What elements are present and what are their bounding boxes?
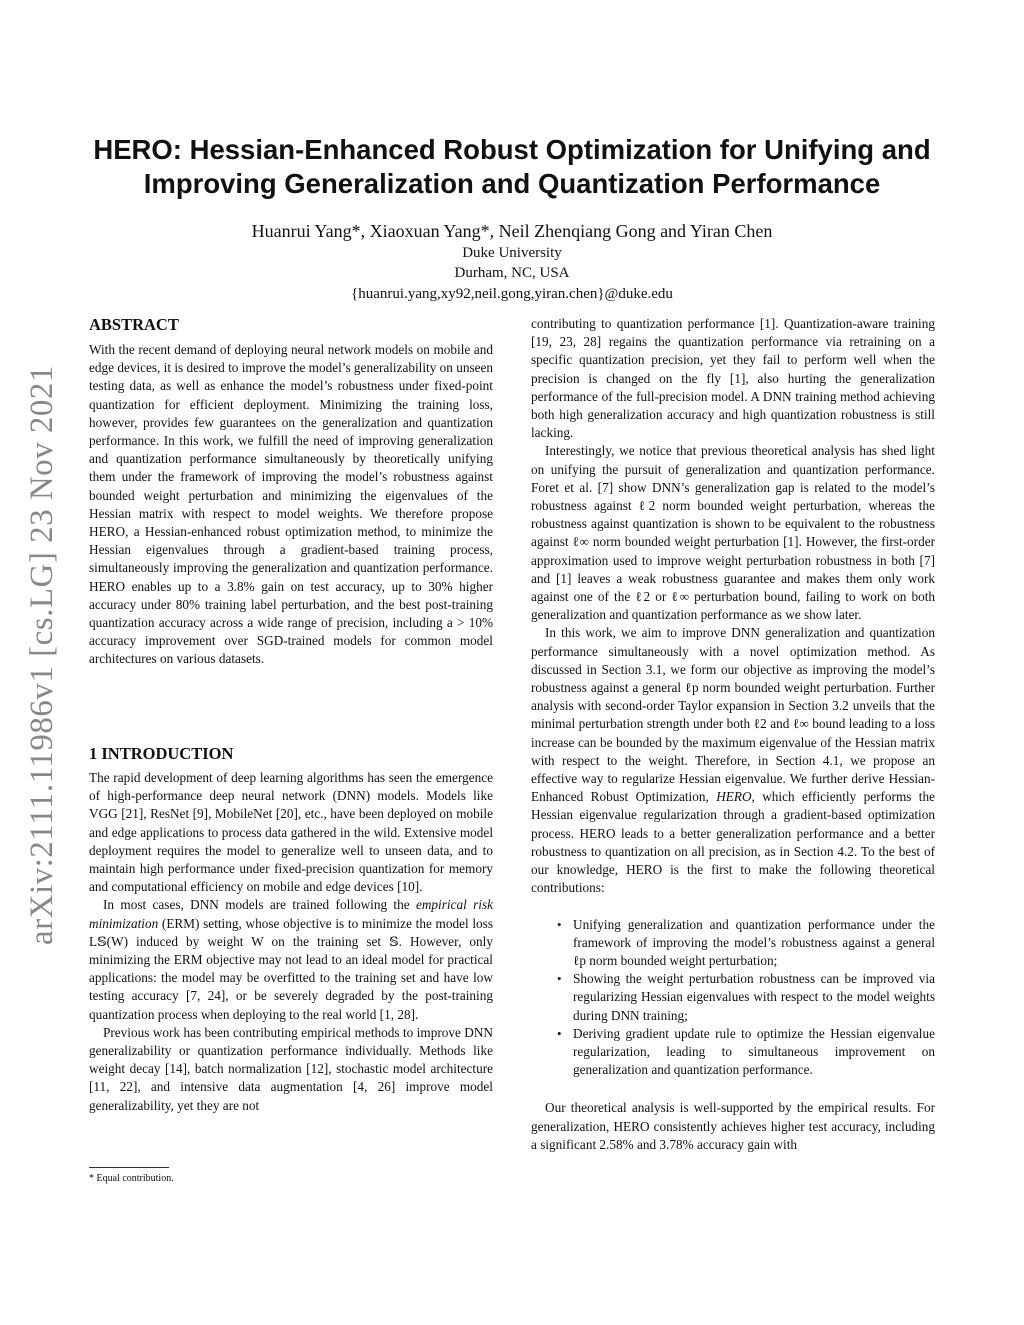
- email-address[interactable]: {huanrui.yang,xy92,neil.gong,yiran.chen}@duke.edu: [351, 286, 673, 302]
- paper-title: [60, 133, 964, 201]
- list-item-text: Showing the weight perturbation robustness can be improved via regularizing Hessian eigenvalues with respect to the model weights during DNN training;: [573, 971, 935, 1023]
- list-item: [557, 1025, 935, 1080]
- right-p3-emphasis: HERO: [716, 789, 752, 805]
- right-paragraph-3: [531, 624, 935, 897]
- right-paragraph-2: Interestingly, we notice that previous theoretical analysis has shed light on unifying the pursuit of generalization and quantization performance. Foret et al. [7] show DNN’s generalization gap is related to the model’s robustness against ℓ2 norm bounded weight perturbation, whereas the robustness against quantization is shown to be equivalent to the robustness against ℓ∞ norm bounded weight perturbation [1]. However, the first-order approximation used to improve weight perturbation robustness in both [7] and [1] leaves a weak robustness guarantee and makes them only work against one of the ℓ2 or ℓ∞ perturbation bound, failing to work on both generalization and quantization performance as we show later.: [531, 443, 935, 623]
- introduction-heading: 1 INTRODUCTION: [89, 744, 234, 763]
- bullet-icon: •: [557, 1025, 562, 1041]
- title-line-1: HERO: Hessian-Enhanced Robust Optimization for Unifying and: [93, 134, 931, 165]
- arxiv-identifier[interactable]: arXiv:2111.11986v1 [cs.LG] 23 Nov 2021: [24, 365, 60, 945]
- right-paragraph-1: contributing to quantization performance [1]. Quantization-aware training [19, 23, 28] regains the quantization performance via retraining on a specific quantization precision, yet they fail to perform well when the precision is changed on the fly [1], also hurting the generalization performance of the full-precision model. A DNN training method achieving both high generalization accuracy and high quantization robustness is still lacking.: [531, 316, 935, 441]
- footnote: * Equal contribution.: [89, 1173, 174, 1184]
- location: Durham, NC, USA: [454, 265, 570, 281]
- title-line-2: Improving Generalization and Quantization Performance: [143, 168, 881, 199]
- left-column-abstract: [89, 315, 493, 669]
- intro-paragraph-3: Previous work has been contributing empirical methods to improve DNN generalizability or quantization performance individually. Methods like weight decay [14], batch normalization [12], stochastic model architecture [11, 22], and intensive data augmentation [4, 26] improve model generalizability, yet they are not: [89, 1024, 493, 1113]
- list-item-text: Deriving gradient update rule to optimize the Hessian eigenvalue regularization, leading to simultaneous improvement on generalization and quantization performance.: [573, 1025, 935, 1078]
- intro-p2-start: In most cases, DNN models are trained following the: [103, 897, 416, 913]
- right-p3-end: , which efficiently performs the Hessian eigenvalue regularization through a gradient-based optimization process. HERO leads to a better generalization performance and a better robustness to quantization on all precision, as in Section 4.2. To the best of our knowledge, HERO is the first to make the following theoretical contributions:: [531, 789, 935, 896]
- affiliation: Duke University: [462, 245, 562, 261]
- footnote-divider: [89, 1167, 169, 1168]
- list-item-text: Unifying generalization and quantization performance under the framework of improving the model’s robustness against a general ℓp norm bounded weight perturbation;: [573, 916, 935, 968]
- contribution-list: [531, 916, 935, 1080]
- right-paragraph-4: Our theoretical analysis is well-supported by the empirical results. For generalization, HERO consistently achieves higher test accuracy, including a significant 2.58% and 3.78% accuracy gain with: [531, 1100, 935, 1152]
- list-item: [557, 916, 935, 971]
- author-list: Huanrui Yang*, Xiaoxuan Yang*, Neil Zhenqiang Gong and Yiran Chen: [251, 221, 773, 241]
- right-column: [531, 315, 935, 1154]
- intro-paragraph-2: [89, 896, 493, 1023]
- intro-heading-wrap: [89, 744, 493, 764]
- intro-paragraph-1: The rapid development of deep learning algorithms has seen the emergence of high-performance deep neural network (DNN) models. Models like VGG [21], ResNet [9], MobileNet [20], etc., have been deployed on mobile and edge applications to process data gathered in the wild. Extensive model deployment requires the model to generalize well to unseen data, and to maintain high performance under fixed-precision quantization for memory and computational efficiency on mobile and edge devices [10].: [89, 770, 493, 895]
- list-item: [557, 970, 935, 1025]
- right-p3-start: In this work, we aim to improve DNN generalization and quantization performance simultaneously with a novel optimization method. As discussed in Section 3.1, we form our objective as improving the model’s robustness against a general ℓp norm bounded weight perturbation. Further analysis with second-order Taylor expansion in Section 3.2 unveils that the minimal perturbation strength under both ℓ2 and ℓ∞ bound leading to a loss increase can be bounded by the maximum eigenvalue of the Hessian matrix with respect to the weight. Therefore, in Section 4.1, we propose an effective way to regularize Hessian eigenvalue. We further derive Hessian-Enhanced Robust Optimization,: [531, 625, 935, 805]
- intro-p2-emphasis: empirical risk minimization: [89, 897, 494, 931]
- introduction-body: [89, 769, 493, 1115]
- bullet-icon: •: [557, 916, 562, 932]
- intro-p2-end: (ERM) setting, whose objective is to minimize the model loss L𝕊(W) induced by weight W on the training set 𝕊. However, only minimizing the ERM objective may not lead to an ideal model for practical applications: the model may be overfitted to the training set and have low testing accuracy [7, 24], or be severely degraded by the post-training quantization process when deploying to the real world [1, 28].: [89, 915, 493, 1022]
- abstract-heading: ABSTRACT: [89, 315, 179, 334]
- abstract-text: With the recent demand of deploying neural network models on mobile and edge devices, it is desired to improve the model’s generalizability on unseen testing data, as well as enhance the model’s robustness under fixed-point quantization for efficient deployment. Minimizing the training loss, however, provides few guarantees on the generalization and quantization performance. In this work, we fulfill the need of improving generalization and quantization performance simultaneously by theoretically unifying them under the framework of improving the model’s robustness against bounded weight perturbation and minimizing the eigenvalues of the Hessian matrix with respect to model weights. We therefore propose HERO, a Hessian-enhanced robust optimization method, to minimize the Hessian eigenvalues through a gradient-based training process, simultaneously improving the generalization and quantization performance. HERO enables up to a 3.8% gain on test accuracy, up to 30% higher accuracy under 80% training label perturbation, and the best post-training quantization accuracy across a wide range of precision, including a > 10% accuracy improvement over SGD-trained models for common model architectures on various datasets.: [89, 342, 494, 667]
- bullet-icon: •: [557, 971, 562, 987]
